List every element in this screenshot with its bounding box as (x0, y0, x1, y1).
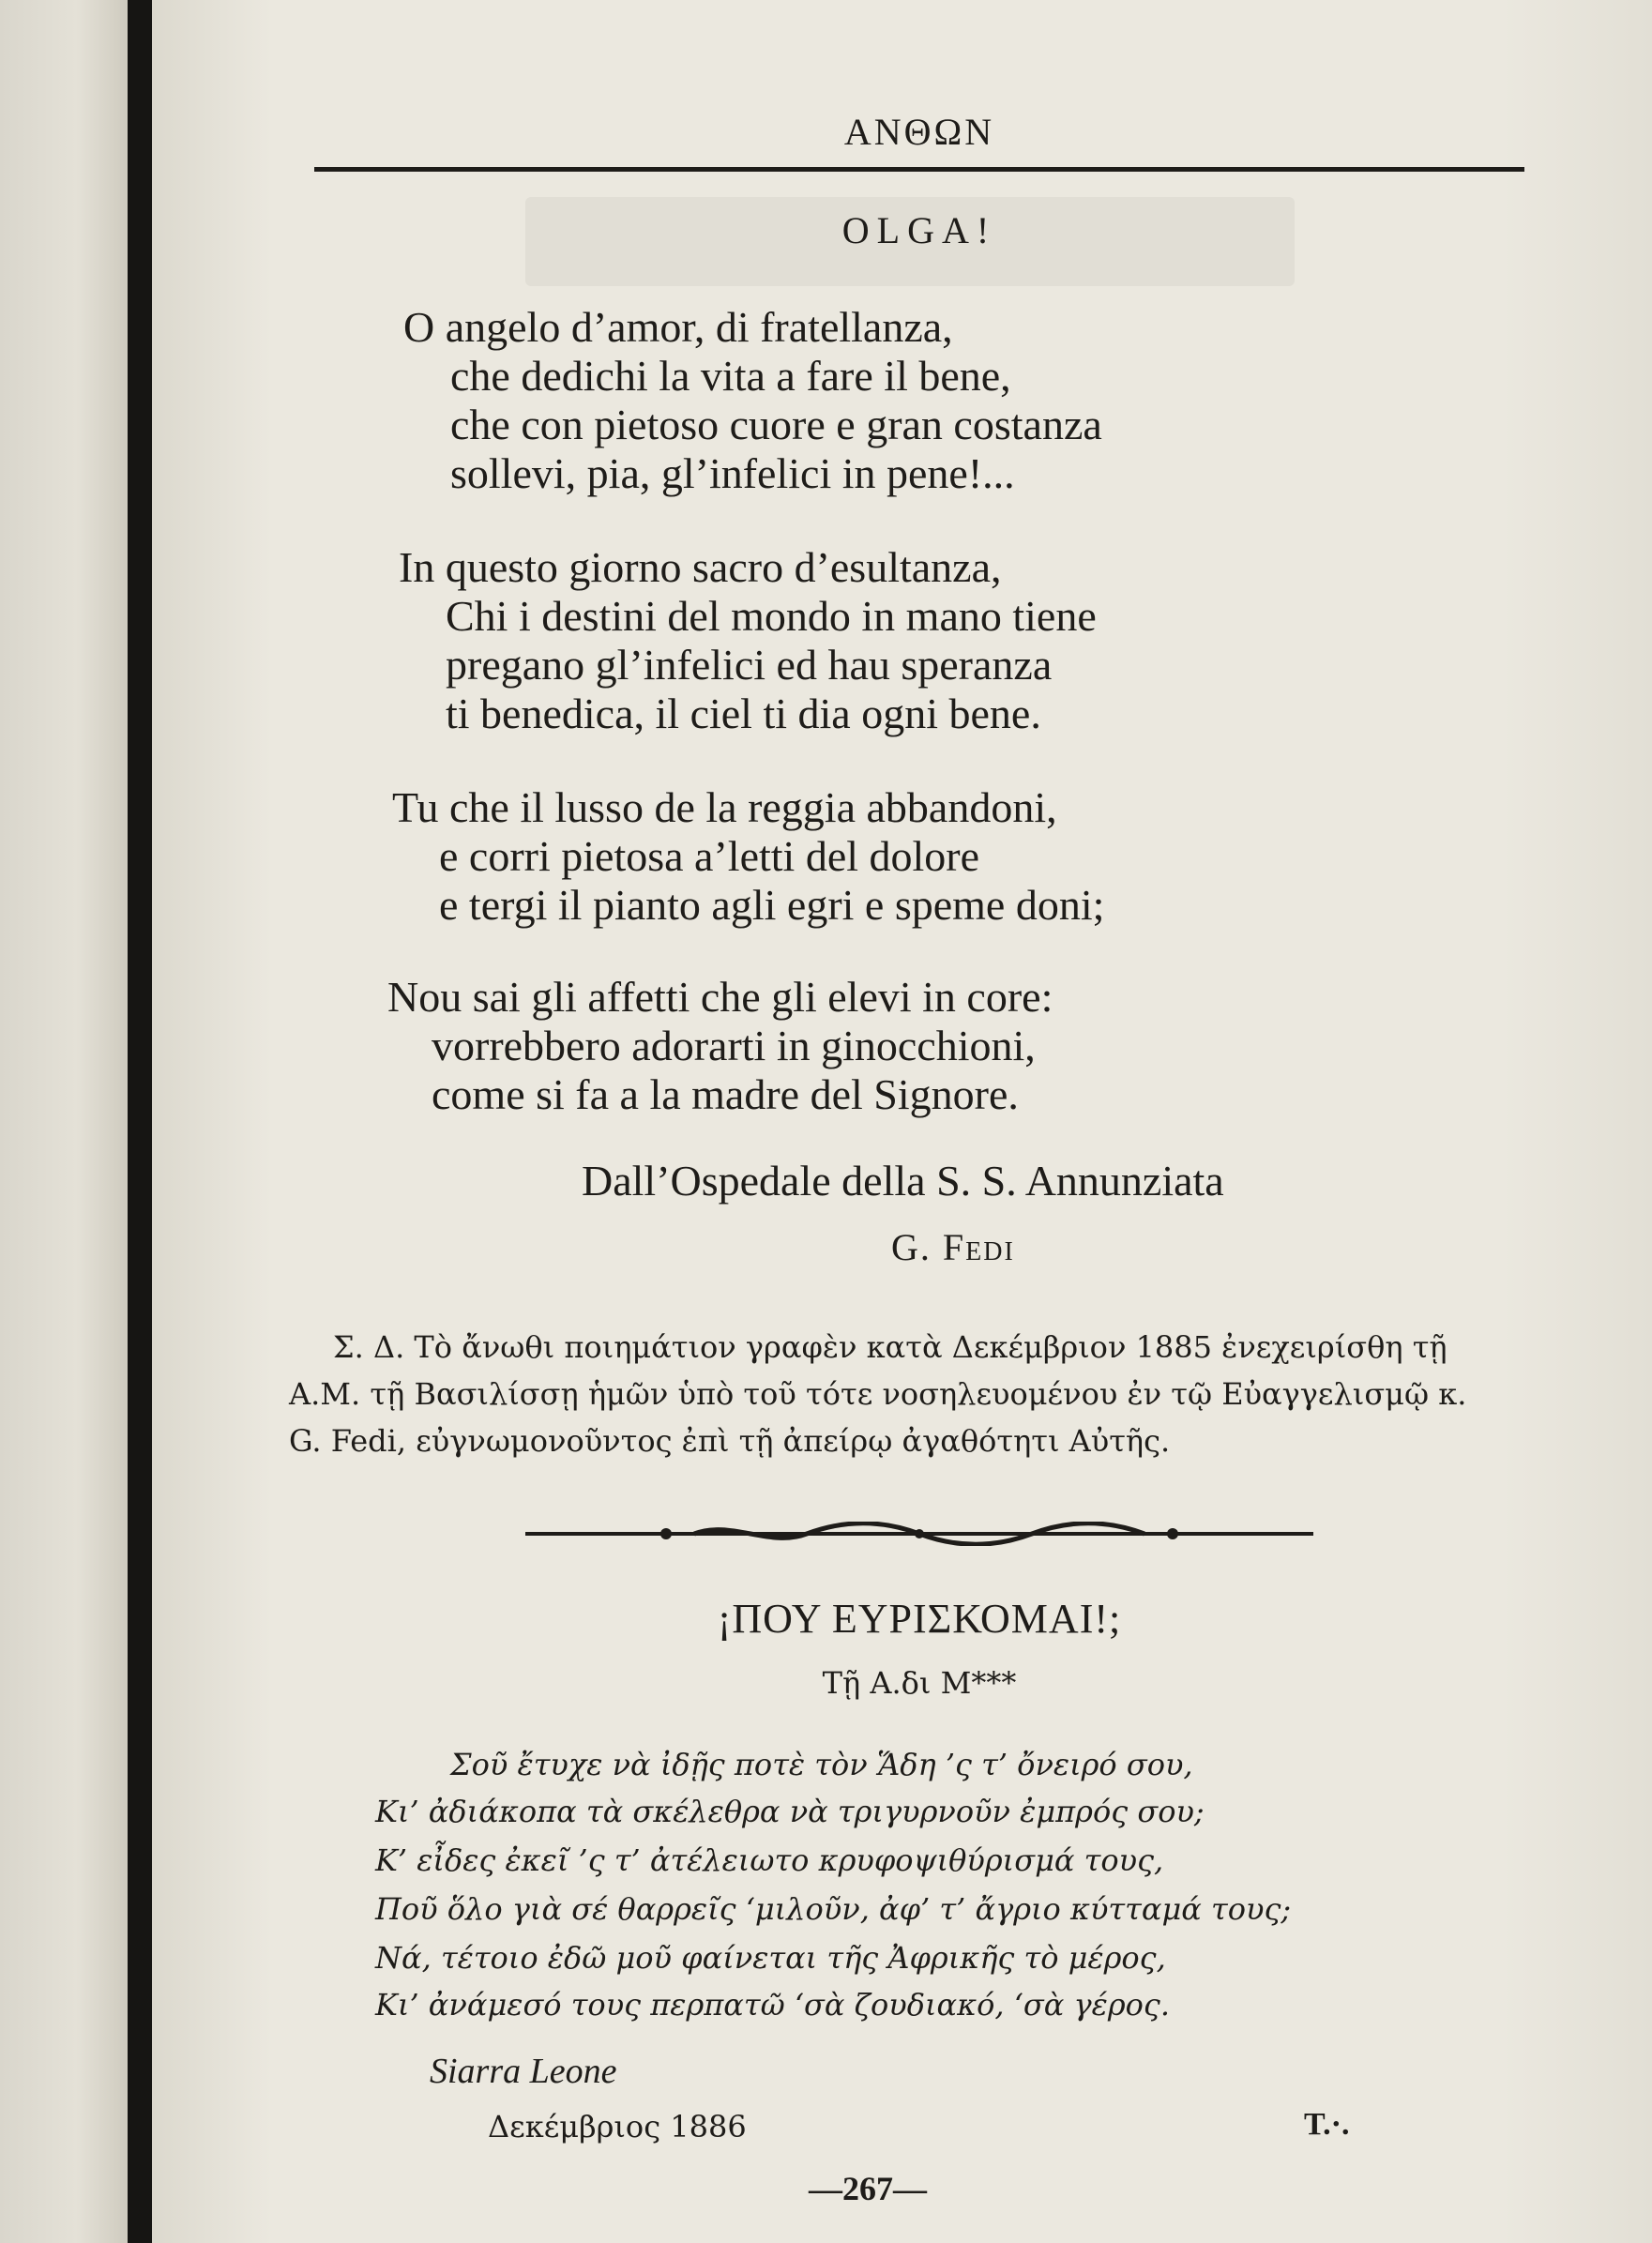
running-header: ΑΝΘΩΝ (843, 111, 995, 153)
poem-line: sollevi, pia, gl’infelici in pene!... (450, 449, 1015, 497)
poem-line: e tergi il pianto agli egri e speme doni; (439, 881, 1105, 929)
poem2-line: Σοῦ ἔτυχε νὰ ἰδῇς ποτὲ τὸν Ἅδη ’ς τ’ ὄνειρό σου, (450, 1747, 1193, 1782)
editor-note-line: G. Fedi, εὐγνωμονοῦντος ἐπὶ τῇ ἀπείρῳ ἀγαθότητι Αὐτῆς. (289, 1423, 1171, 1459)
poem-line: Chi i destini del mondo in mano tiene (446, 592, 1097, 640)
poem2-signature: Τ.·. (1304, 2107, 1350, 2142)
poem-line: Nou sai gli affetti che gli elevi in core: (387, 973, 1053, 1021)
poem2-date: Δεκέμβριος 1886 (488, 2109, 747, 2144)
poem2-dedication: Τῇ Α.δι Μ*** (822, 1665, 1017, 1701)
poem-line: In questo giorno sacro d’esultanza, (399, 543, 1002, 591)
poem-place: Dall’Ospedale della S. S. Annunziata (582, 1157, 1224, 1205)
poem-line: e corri pietosa a’letti del dolore (439, 832, 980, 880)
poem-line: ti benedica, il ciel ti dia ogni bene. (446, 690, 1041, 737)
poem-line: Tu che il lusso de la reggia abbandoni, (392, 783, 1057, 831)
editor-note-line: Α.Μ. τῇ Βασιλίσσῃ ἡμῶν ὑπὸ τοῦ τότε νοσηλευομένου ἐν τῷ Εὐαγγελισμῷ κ. (289, 1376, 1467, 1412)
poem2-line: Νά, τέτοιο ἐδῶ μοῦ φαίνεται τῆς Ἀφρικῆς τὸ μέρος, (375, 1940, 1166, 1976)
poem2-line: Ποῦ ὅλο γιὰ σέ θαρρεῖς ‘μιλοῦν, ἀφ’ τ’ ἄγριο κύτταμά τους; (375, 1891, 1292, 1927)
poem2-title: ¡ΠΟΥ ΕΥΡΙΣΚΟΜΑΙ!; (717, 1596, 1122, 1642)
poem2-place: Siarra Leone (430, 2052, 617, 2091)
editor-note-line: Σ. Δ. Τὸ ἄνωθι ποιημάτιον γραφὲν κατὰ Δεκέμβριον 1885 ἐνεχειρίσθη τῇ (333, 1329, 1447, 1365)
page-number: —267— (809, 2170, 927, 2207)
poem2-line: Κι’ ἀνάμεσό τους περπατῶ ‘σὰ ζουδιακό, ‘σὰ γέρος. (375, 1987, 1170, 2023)
poem-line: O angelo d’amor, di fratellanza, (403, 303, 953, 351)
ornamental-divider (525, 1522, 1313, 1546)
poem-author: G. Fedi (891, 1226, 1015, 1268)
poem2-line: Κ’ εἶδες ἐκεῖ ’ς τ’ ἀτέλειωτο κρυφοψιθύρισμά τους, (375, 1842, 1164, 1878)
poem-title: OLGA! (841, 209, 997, 251)
poem-line: pregano gl’infelici ed hau speranza (446, 641, 1053, 689)
poem-line: come si fa a la madre del Signore. (432, 1070, 1019, 1118)
poem2-line: Κι’ ἀδιάκοπα τὰ σκέλεθρα νὰ τριγυρνοῦν ἐμπρός σου; (375, 1794, 1205, 1829)
poem-line: che dedichi la vita a fare il bene, (450, 352, 1011, 400)
poem-line: che con pietoso cuore e gran costanza (450, 401, 1102, 448)
poem-line: vorrebbero adorarti in ginocchioni, (432, 1022, 1036, 1069)
